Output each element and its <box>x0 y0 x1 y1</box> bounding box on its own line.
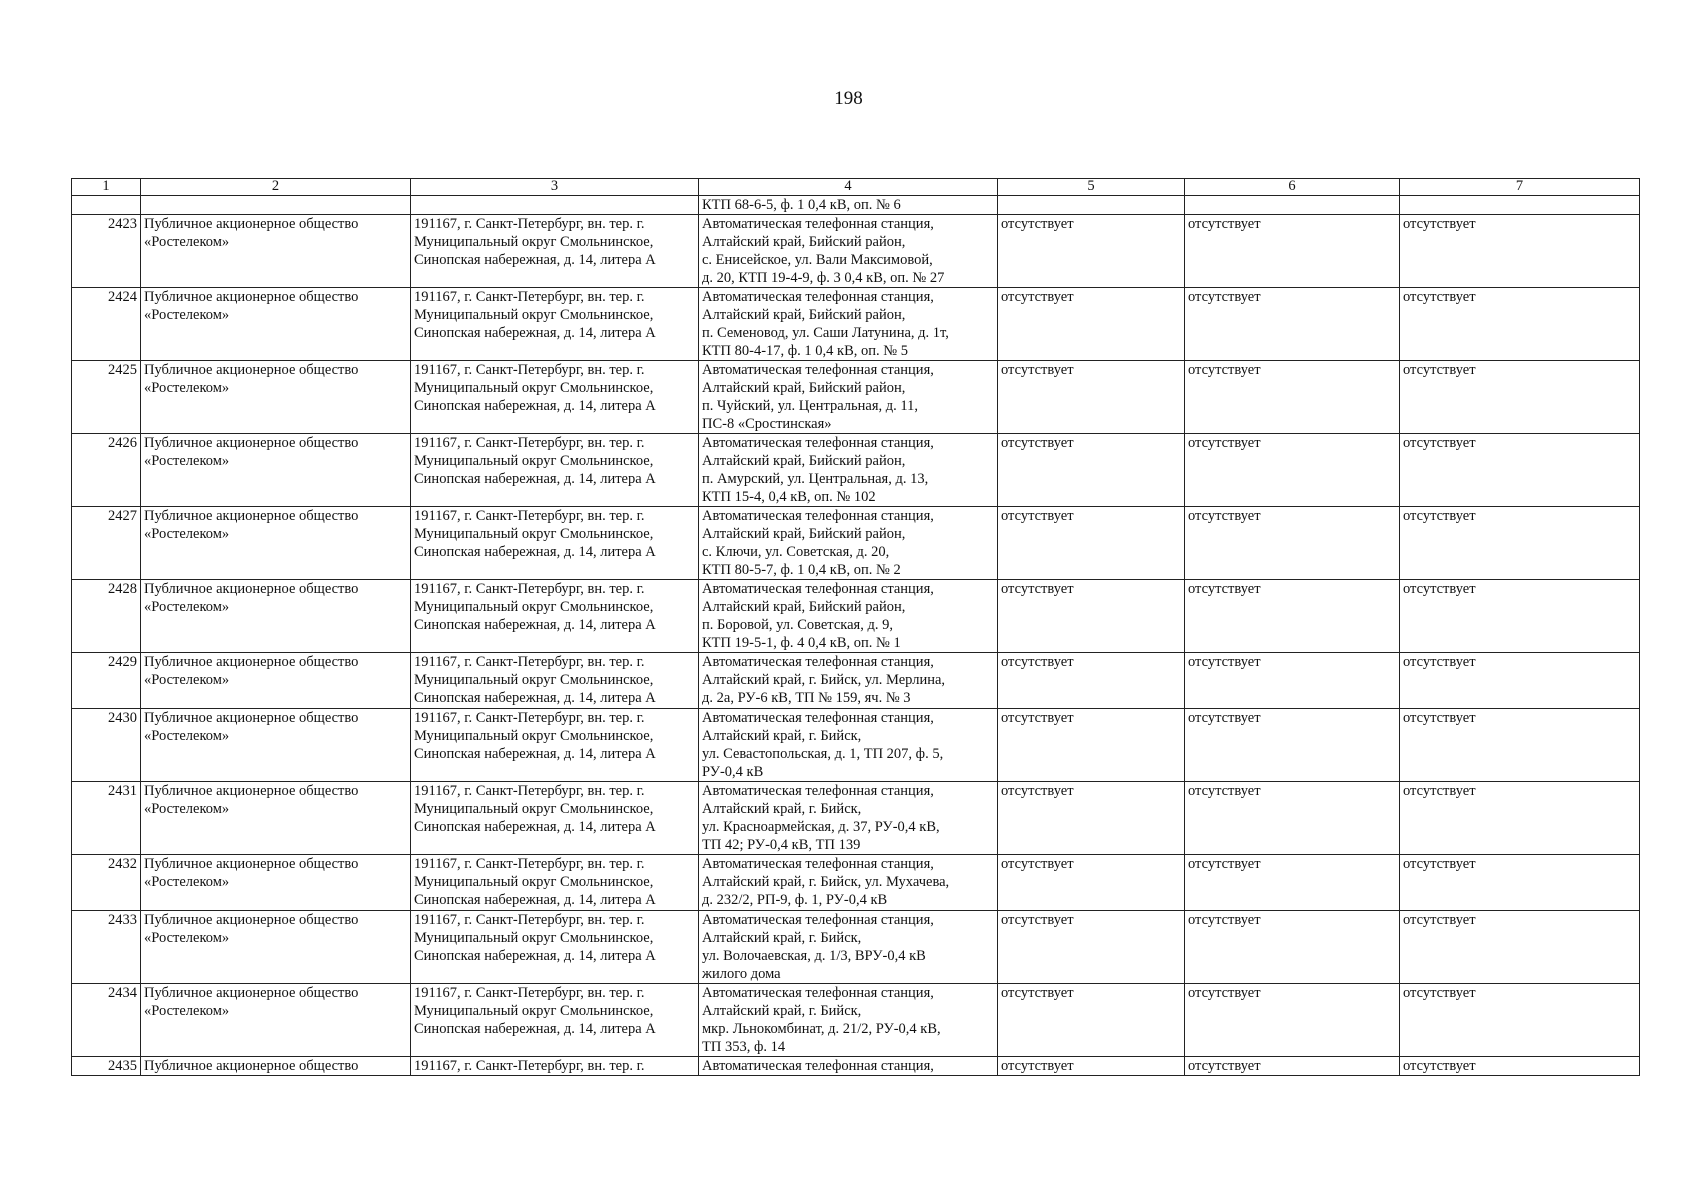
obj-line: Алтайский край, г. Бийск, ул. Мерлина, <box>702 672 946 688</box>
organization-cell <box>141 855 411 911</box>
addr-line: Синопская набережная, д. 14, литера А <box>414 617 656 633</box>
table-row <box>72 1057 1640 1076</box>
addr-line: Муниципальный округ Смольнинское, <box>414 930 654 946</box>
status-cell-c5: отсутствует <box>998 653 1185 709</box>
object-cell <box>699 653 998 709</box>
org-line: Публичное акционерное общество <box>144 710 359 726</box>
addr-line: Синопская набережная, д. 14, литера А <box>414 1021 656 1037</box>
status-cell-c6: отсутствует <box>1185 855 1400 911</box>
object-cell <box>699 215 998 288</box>
status-cell-c7: отсутствует <box>1400 215 1640 288</box>
status-cell-c5: отсутствует <box>998 580 1185 653</box>
obj-line: Автоматическая телефонная станция, <box>702 710 934 726</box>
object-cell <box>699 288 998 361</box>
status-cell-c5: отсутствует <box>998 984 1185 1057</box>
obj-line: Автоматическая телефонная станция, <box>702 856 934 872</box>
table-cell <box>141 196 411 215</box>
status-cell-c7: отсутствует <box>1400 361 1640 434</box>
org-line: Публичное акционерное общество <box>144 581 359 597</box>
obj-line: с. Ключи, ул. Советская, д. 20, <box>702 544 890 560</box>
status-cell-c5: отсутствует <box>998 709 1185 782</box>
addr-line: Муниципальный округ Смольнинское, <box>414 1003 654 1019</box>
status-cell-c6: отсутствует <box>1185 653 1400 709</box>
obj-line: Автоматическая телефонная станция, <box>702 654 934 670</box>
status-cell-c6: отсутствует <box>1185 215 1400 288</box>
address-cell <box>411 361 699 434</box>
object-cell <box>699 507 998 580</box>
addr-line: Муниципальный округ Смольнинское, <box>414 672 654 688</box>
organization-cell <box>141 911 411 984</box>
obj-line: Автоматическая телефонная станция, <box>702 581 934 597</box>
row-number-cell: 2423 <box>72 215 141 288</box>
obj-line: Алтайский край, Бийский район, <box>702 307 906 323</box>
addr-line: Синопская набережная, д. 14, литера А <box>414 471 656 487</box>
obj-line: мкр. Льнокомбинат, д. 21/2, РУ-0,4 кВ, <box>702 1021 941 1037</box>
obj-line: Автоматическая телефонная станция, <box>702 912 934 928</box>
obj-line: ТП 353, ф. 14 <box>702 1039 786 1055</box>
addr-line: Муниципальный округ Смольнинское, <box>414 307 654 323</box>
obj-line: п. Боровой, ул. Советская, д. 9, <box>702 617 893 633</box>
column-header: 5 <box>998 179 1185 196</box>
obj-line: Алтайский край, г. Бийск, <box>702 930 862 946</box>
row-number-cell: 2430 <box>72 709 141 782</box>
organization-cell <box>141 709 411 782</box>
page-number: 198 <box>834 88 863 109</box>
org-line: Публичное акционерное общество <box>144 654 359 670</box>
status-cell-c6: отсутствует <box>1185 984 1400 1057</box>
column-header: 1 <box>72 179 141 196</box>
address-cell <box>411 1057 699 1076</box>
addr-line: 191167, г. Санкт-Петербург, вн. тер. г. <box>414 912 645 928</box>
row-number-cell: 2427 <box>72 507 141 580</box>
obj-line: Алтайский край, Бийский район, <box>702 453 906 469</box>
table-row <box>72 782 1640 855</box>
row-number-cell: 2426 <box>72 434 141 507</box>
column-header: 4 <box>699 179 998 196</box>
addr-line: Синопская набережная, д. 14, литера А <box>414 746 656 762</box>
addr-line: Муниципальный округ Смольнинское, <box>414 380 654 396</box>
addr-line: 191167, г. Санкт-Петербург, вн. тер. г. <box>414 783 645 799</box>
org-line: Публичное акционерное общество <box>144 783 359 799</box>
status-cell-c5: отсутствует <box>998 434 1185 507</box>
addr-line: 191167, г. Санкт-Петербург, вн. тер. г. <box>414 985 645 1001</box>
obj-line: ПС-8 «Сростинская» <box>702 416 832 432</box>
object-cell <box>699 361 998 434</box>
obj-line: ул. Волочаевская, д. 1/3, ВРУ-0,4 кВ <box>702 948 926 964</box>
object-cell <box>699 709 998 782</box>
status-cell-c6: отсутствует <box>1185 911 1400 984</box>
address-cell <box>411 855 699 911</box>
addr-line: Синопская набережная, д. 14, литера А <box>414 544 656 560</box>
org-line: «Ростелеком» <box>144 599 230 615</box>
addr-line: Муниципальный округ Смольнинское, <box>414 453 654 469</box>
addr-line: Синопская набережная, д. 14, литера А <box>414 690 656 706</box>
table-cell <box>1400 196 1640 215</box>
object-cell <box>699 911 998 984</box>
column-header: 7 <box>1400 179 1640 196</box>
table-row <box>72 507 1640 580</box>
column-header: 2 <box>141 179 411 196</box>
object-cell <box>699 580 998 653</box>
organization-cell <box>141 215 411 288</box>
obj-line: д. 20, КТП 19-4-9, ф. 3 0,4 кВ, оп. № 27 <box>702 270 945 286</box>
org-line: «Ростелеком» <box>144 380 230 396</box>
addr-line: 191167, г. Санкт-Петербург, вн. тер. г. <box>414 216 645 232</box>
org-line: Публичное акционерное общество <box>144 856 359 872</box>
row-number-cell: 2433 <box>72 911 141 984</box>
addr-line: 191167, г. Санкт-Петербург, вн. тер. г. <box>414 362 645 378</box>
addr-line: 191167, г. Санкт-Петербург, вн. тер. г. <box>414 508 645 524</box>
row-number-cell: 2431 <box>72 782 141 855</box>
address-cell <box>411 507 699 580</box>
addr-line: Синопская набережная, д. 14, литера А <box>414 252 656 268</box>
addr-line: Синопская набережная, д. 14, литера А <box>414 398 656 414</box>
obj-line: д. 232/2, РП-9, ф. 1, РУ-0,4 кВ <box>702 892 888 908</box>
address-cell <box>411 215 699 288</box>
addr-line: Синопская набережная, д. 14, литера А <box>414 819 656 835</box>
status-cell-c5: отсутствует <box>998 288 1185 361</box>
status-cell-c7: отсутствует <box>1400 507 1640 580</box>
obj-line: Автоматическая телефонная станция, <box>702 289 934 305</box>
row-number-cell: 2424 <box>72 288 141 361</box>
row-number-cell: 2425 <box>72 361 141 434</box>
status-cell-c7: отсутствует <box>1400 782 1640 855</box>
status-cell-c6: отсутствует <box>1185 288 1400 361</box>
table-row <box>72 855 1640 911</box>
org-line: Публичное акционерное общество <box>144 435 359 451</box>
registry-table <box>71 178 1640 1076</box>
status-cell-c6: отсутствует <box>1185 782 1400 855</box>
org-line: Публичное акционерное общество <box>144 289 359 305</box>
column-header: 3 <box>411 179 699 196</box>
table-row <box>72 709 1640 782</box>
obj-line: д. 2а, РУ-6 кВ, ТП № 159, яч. № 3 <box>702 690 911 706</box>
organization-cell <box>141 1057 411 1076</box>
org-line: «Ростелеком» <box>144 453 230 469</box>
obj-line: КТП 15-4, 0,4 кВ, оп. № 102 <box>702 489 876 505</box>
org-line: «Ростелеком» <box>144 874 230 890</box>
table-row <box>72 434 1640 507</box>
organization-cell <box>141 434 411 507</box>
row-number-cell: 2435 <box>72 1057 141 1076</box>
address-cell <box>411 653 699 709</box>
obj-line: Автоматическая телефонная станция, <box>702 435 934 451</box>
organization-cell <box>141 653 411 709</box>
status-cell-c7: отсутствует <box>1400 288 1640 361</box>
table-row <box>72 288 1640 361</box>
org-line: «Ростелеком» <box>144 930 230 946</box>
status-cell-c7: отсутствует <box>1400 709 1640 782</box>
org-line: «Ростелеком» <box>144 526 230 542</box>
table-row <box>72 984 1640 1057</box>
status-cell-c5: отсутствует <box>998 1057 1185 1076</box>
addr-line: Муниципальный округ Смольнинское, <box>414 874 654 890</box>
object-cell <box>699 855 998 911</box>
table-row <box>72 580 1640 653</box>
status-cell-c7: отсутствует <box>1400 580 1640 653</box>
status-cell-c7: отсутствует <box>1400 855 1640 911</box>
obj-line: Автоматическая телефонная станция, <box>702 1058 934 1074</box>
address-cell <box>411 782 699 855</box>
addr-line: 191167, г. Санкт-Петербург, вн. тер. г. <box>414 856 645 872</box>
organization-cell <box>141 361 411 434</box>
org-line: «Ростелеком» <box>144 1003 230 1019</box>
organization-cell <box>141 288 411 361</box>
organization-cell <box>141 984 411 1057</box>
addr-line: 191167, г. Санкт-Петербург, вн. тер. г. <box>414 435 645 451</box>
addr-line: Синопская набережная, д. 14, литера А <box>414 948 656 964</box>
status-cell-c6: отсутствует <box>1185 580 1400 653</box>
obj-line: Алтайский край, Бийский район, <box>702 380 906 396</box>
address-cell <box>411 288 699 361</box>
object-cell <box>699 434 998 507</box>
obj-line: п. Семеновод, ул. Саши Латунина, д. 1т, <box>702 325 949 341</box>
obj-line: Автоматическая телефонная станция, <box>702 216 934 232</box>
status-cell-c6: отсутствует <box>1185 709 1400 782</box>
address-cell <box>411 580 699 653</box>
org-line: Публичное акционерное общество <box>144 362 359 378</box>
table-row <box>72 653 1640 709</box>
status-cell-c6: отсутствует <box>1185 507 1400 580</box>
organization-cell <box>141 507 411 580</box>
obj-line: Алтайский край, Бийский район, <box>702 599 906 615</box>
org-line: «Ростелеком» <box>144 307 230 323</box>
addr-line: Синопская набережная, д. 14, литера А <box>414 892 656 908</box>
status-cell-c5: отсутствует <box>998 911 1185 984</box>
obj-line: Автоматическая телефонная станция, <box>702 985 934 1001</box>
obj-line: Алтайский край, г. Бийск, ул. Мухачева, <box>702 874 950 890</box>
status-cell-c5: отсутствует <box>998 507 1185 580</box>
row-number-cell: 2432 <box>72 855 141 911</box>
row-number-cell: 2428 <box>72 580 141 653</box>
org-line: «Ростелеком» <box>144 234 230 250</box>
obj-line: Автоматическая телефонная станция, <box>702 362 934 378</box>
object-cell <box>699 782 998 855</box>
header-row <box>72 179 1640 196</box>
org-line: Публичное акционерное общество <box>144 985 359 1001</box>
addr-line: Муниципальный округ Смольнинское, <box>414 526 654 542</box>
object-cell <box>699 1057 998 1076</box>
status-cell-c6: отсутствует <box>1185 361 1400 434</box>
obj-line: п. Амурский, ул. Центральная, д. 13, <box>702 471 929 487</box>
org-line: «Ростелеком» <box>144 672 230 688</box>
org-line: Публичное акционерное общество <box>144 1058 359 1074</box>
column-header: 6 <box>1185 179 1400 196</box>
obj-line: Алтайский край, Бийский район, <box>702 526 906 542</box>
addr-line: Муниципальный округ Смольнинское, <box>414 599 654 615</box>
addr-line: 191167, г. Санкт-Петербург, вн. тер. г. <box>414 654 645 670</box>
address-cell <box>411 434 699 507</box>
addr-line: Синопская набережная, д. 14, литера А <box>414 325 656 341</box>
addr-line: 191167, г. Санкт-Петербург, вн. тер. г. <box>414 581 645 597</box>
addr-line: Муниципальный округ Смольнинское, <box>414 234 654 250</box>
obj-line: Автоматическая телефонная станция, <box>702 783 934 799</box>
object-cell <box>699 984 998 1057</box>
status-cell-c5: отсутствует <box>998 855 1185 911</box>
table-body <box>72 196 1640 1076</box>
row-number-cell: 2434 <box>72 984 141 1057</box>
obj-line: РУ-0,4 кВ <box>702 764 764 780</box>
status-cell-c5: отсутствует <box>998 215 1185 288</box>
obj-line: КТП 19-5-1, ф. 4 0,4 кВ, оп. № 1 <box>702 635 901 651</box>
status-cell-c7: отсутствует <box>1400 911 1640 984</box>
obj-line: КТП 80-5-7, ф. 1 0,4 кВ, оп. № 2 <box>702 562 901 578</box>
org-line: Публичное акционерное общество <box>144 216 359 232</box>
table-row <box>72 215 1640 288</box>
obj-line: Автоматическая телефонная станция, <box>702 508 934 524</box>
row-number-cell: 2429 <box>72 653 141 709</box>
org-line: «Ростелеком» <box>144 728 230 744</box>
obj-line: Алтайский край, г. Бийск, <box>702 1003 862 1019</box>
table-cell <box>411 196 699 215</box>
addr-line: 191167, г. Санкт-Петербург, вн. тер. г. <box>414 710 645 726</box>
status-cell-c7: отсутствует <box>1400 1057 1640 1076</box>
obj-line: Алтайский край, г. Бийск, <box>702 801 862 817</box>
addr-line: Муниципальный округ Смольнинское, <box>414 801 654 817</box>
obj-line: ТП 42; РУ-0,4 кВ, ТП 139 <box>702 837 861 853</box>
organization-cell <box>141 580 411 653</box>
status-cell-c7: отсутствует <box>1400 984 1640 1057</box>
org-line: «Ростелеком» <box>144 801 230 817</box>
obj-line: Алтайский край, г. Бийск, <box>702 728 862 744</box>
status-cell-c7: отсутствует <box>1400 434 1640 507</box>
status-cell-c7: отсутствует <box>1400 653 1640 709</box>
address-cell <box>411 709 699 782</box>
obj-line: Алтайский край, Бийский район, <box>702 234 906 250</box>
table-row <box>72 361 1640 434</box>
org-line: Публичное акционерное общество <box>144 508 359 524</box>
obj-line: КТП 80-4-17, ф. 1 0,4 кВ, оп. № 5 <box>702 343 908 359</box>
status-cell-c5: отсутствует <box>998 782 1185 855</box>
table-cell <box>72 196 141 215</box>
table-cell <box>1185 196 1400 215</box>
continuation-cell: КТП 68-6-5, ф. 1 0,4 кВ, оп. № 6 <box>699 196 998 215</box>
table-row <box>72 911 1640 984</box>
addr-line: Муниципальный округ Смольнинское, <box>414 728 654 744</box>
org-line: Публичное акционерное общество <box>144 912 359 928</box>
addr-line: 191167, г. Санкт-Петербург, вн. тер. г. <box>414 289 645 305</box>
obj-line: ул. Красноармейская, д. 37, РУ-0,4 кВ, <box>702 819 940 835</box>
obj-line: ул. Севастопольская, д. 1, ТП 207, ф. 5, <box>702 746 944 762</box>
obj-line: жилого дома <box>702 966 781 982</box>
obj-line: с. Енисейское, ул. Вали Максимовой, <box>702 252 933 268</box>
status-cell-c6: отсутствует <box>1185 434 1400 507</box>
addr-line: 191167, г. Санкт-Петербург, вн. тер. г. <box>414 1058 645 1074</box>
address-cell <box>411 984 699 1057</box>
table-cell <box>998 196 1185 215</box>
address-cell <box>411 911 699 984</box>
status-cell-c6: отсутствует <box>1185 1057 1400 1076</box>
status-cell-c5: отсутствует <box>998 361 1185 434</box>
organization-cell <box>141 782 411 855</box>
continuation-row <box>72 196 1640 215</box>
obj-line: п. Чуйский, ул. Центральная, д. 11, <box>702 398 918 414</box>
